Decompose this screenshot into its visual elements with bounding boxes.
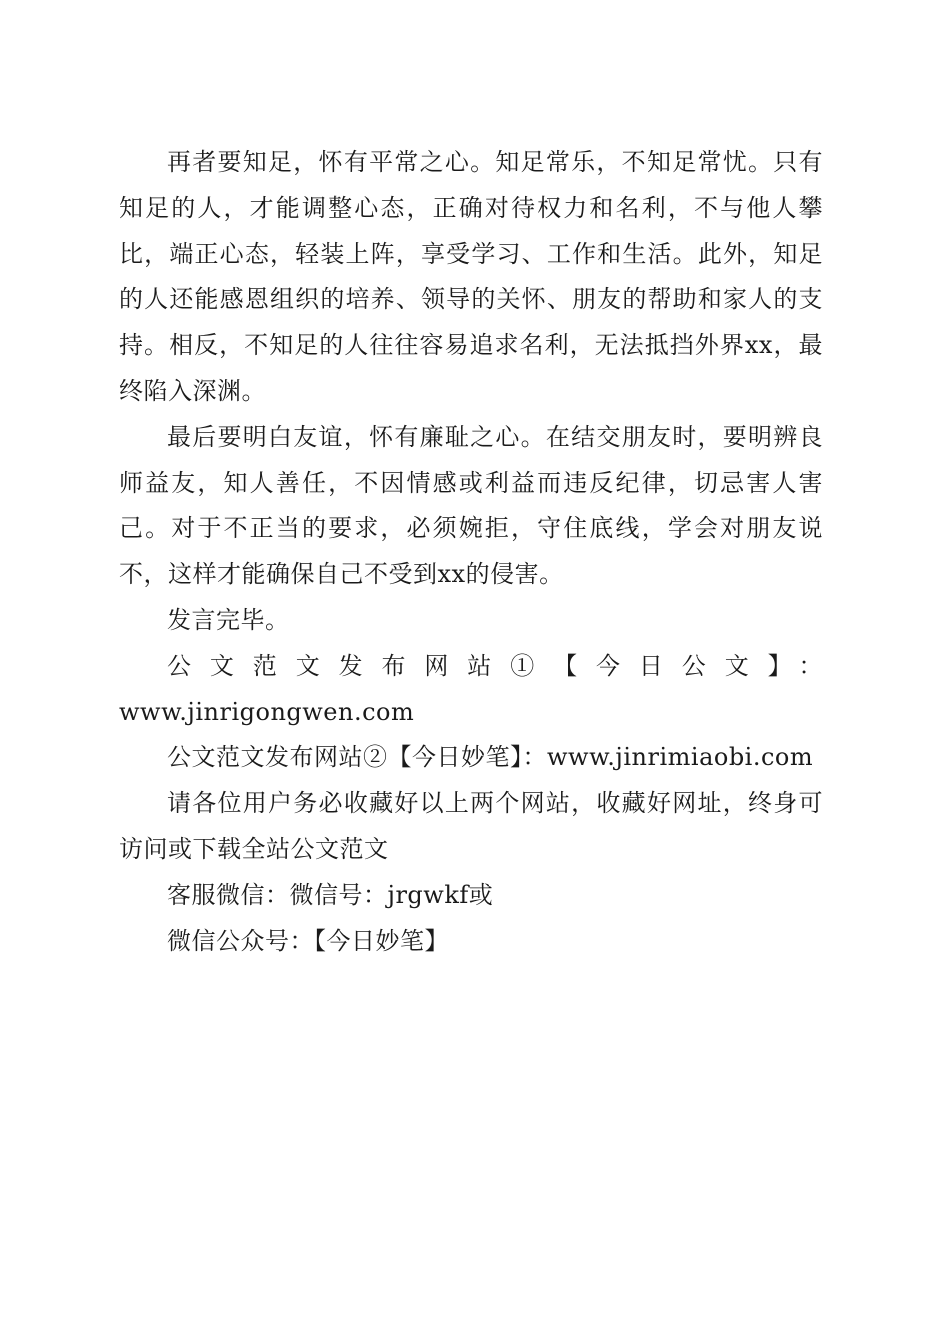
- paragraph-closing: 发言完毕。: [167, 605, 290, 634]
- footer-customer-service: 客服微信：微信号：jrgwkf或: [167, 880, 494, 909]
- footer-notice: 请各位用户务必收藏好以上两个网站，收藏好网址，终身可访问或下载全站公文范文: [119, 789, 823, 863]
- footer-site-2: 公文范文发布网站②【今日妙笔】：www.jinrimiaobi.com: [167, 743, 814, 772]
- footer-site-1: 公文范文发布网站①【今日公文】：www.jinrigongwen.com: [119, 651, 823, 726]
- footer-wechat-account: 微信公众号：【今日妙笔】: [167, 926, 449, 955]
- paragraph-friendship: 最后要明白友谊，怀有廉耻之心。在结交朋友时，要明辨良师益友，知人善任，不因情感或利益而违反纪律，切忌害人害己。对于不正当的要求，必须婉拒，守住底线，学会对朋友说不，这样才能确保自己不受到xx的侵害。: [119, 422, 823, 589]
- paragraph-contentment: 再者要知足，怀有平常之心。知足常乐，不知足常忧。只有知足的人，才能调整心态，正确对待权力和名利，不与他人攀比，端正心态，轻装上阵，享受学习、工作和生活。此外，知足的人还能感恩组织的培养、领导的关怀、朋友的帮助和家人的支持。相反，不知足的人往往容易追求名利，无法抵挡外界xx，最终陷入深渊。: [119, 148, 823, 405]
- document-page: [119, 140, 823, 964]
